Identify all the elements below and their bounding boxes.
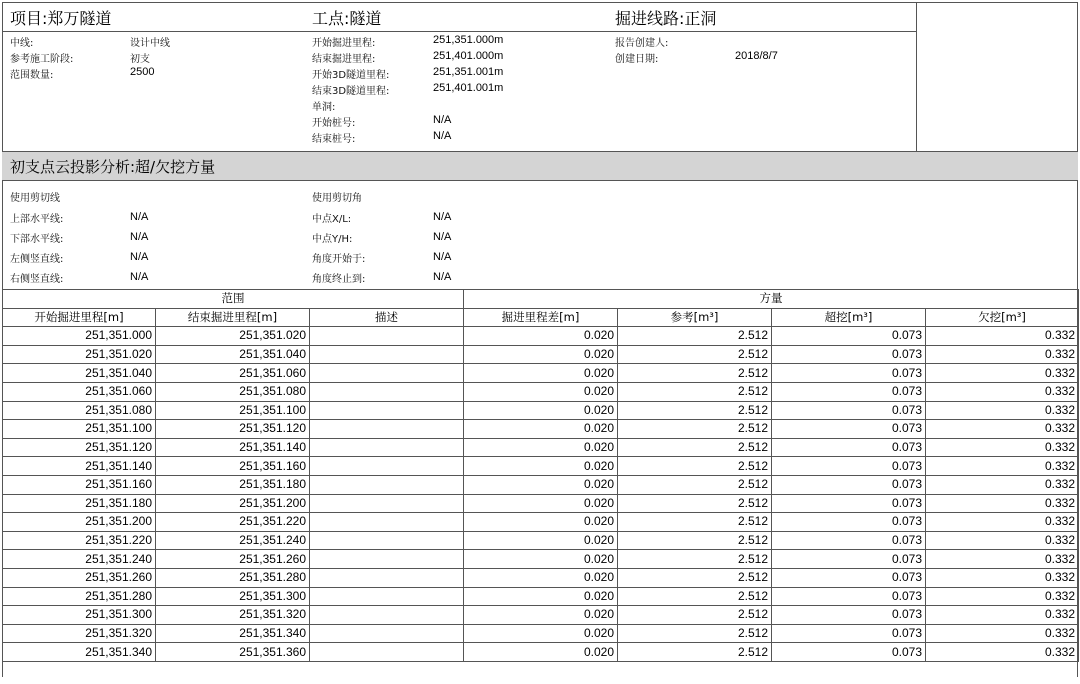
table-cell: 0.020 <box>464 494 618 513</box>
table-cell: 0.020 <box>464 531 618 550</box>
table-cell <box>310 550 464 569</box>
clip-lines-value: N/A <box>130 271 149 283</box>
table-cell: 2.512 <box>618 420 772 439</box>
info_left-value: 2500 <box>130 66 155 78</box>
column-header: 欠挖[m³] <box>926 308 1079 327</box>
table-cell <box>310 420 464 439</box>
table-cell: 0.020 <box>464 587 618 606</box>
volume-table <box>2 289 1079 662</box>
table-cell <box>310 475 464 494</box>
info_mid-value: 251,351.000m <box>433 34 504 46</box>
clip-lines-label: 上部水平线: <box>10 214 64 225</box>
table-cell: 0.073 <box>772 438 926 457</box>
table-cell: 2.512 <box>618 382 772 401</box>
table-row <box>3 438 1079 457</box>
table-cell: 251,351.160 <box>156 457 310 476</box>
table-cell: 251,351.320 <box>3 624 156 643</box>
table-row <box>3 587 1079 606</box>
info_right-label: 报告创建人: <box>615 38 669 49</box>
table-cell <box>310 513 464 532</box>
table-cell: 0.073 <box>772 364 926 383</box>
info_mid-value: N/A <box>433 114 452 126</box>
table-group-header-row <box>3 290 1079 309</box>
table-cell: 251,351.240 <box>156 531 310 550</box>
table-cell: 251,351.340 <box>3 643 156 662</box>
table-cell: 0.073 <box>772 606 926 625</box>
table-cell: 0.073 <box>772 327 926 346</box>
table-cell: 2.512 <box>618 550 772 569</box>
table-cell: 2.512 <box>618 606 772 625</box>
table-cell: 2.512 <box>618 345 772 364</box>
table-cell <box>310 401 464 420</box>
table-cell: 251,351.020 <box>3 345 156 364</box>
table-cell: 0.332 <box>926 550 1079 569</box>
table-cell: 2.512 <box>618 457 772 476</box>
table-cell: 0.073 <box>772 494 926 513</box>
route-title: 掘进线路:正洞 <box>615 9 717 28</box>
table-cell: 0.020 <box>464 643 618 662</box>
table-cell <box>310 382 464 401</box>
table-cell: 0.073 <box>772 401 926 420</box>
table-column-header-row <box>3 308 1079 327</box>
table-cell: 251,351.280 <box>156 568 310 587</box>
table-cell: 0.073 <box>772 382 926 401</box>
info_mid-value: 251,401.000m <box>433 50 504 62</box>
clip-lines-heading: 使用剪切线 <box>10 193 60 204</box>
table-cell <box>310 494 464 513</box>
table-cell: 2.512 <box>618 568 772 587</box>
table-cell: 0.332 <box>926 494 1079 513</box>
table-cell: 251,351.360 <box>156 643 310 662</box>
table-cell: 2.512 <box>618 475 772 494</box>
table-cell: 0.073 <box>772 457 926 476</box>
table-row <box>3 531 1079 550</box>
header-title-underline <box>2 31 916 32</box>
table-cell: 251,351.180 <box>3 494 156 513</box>
clip-angles-value: N/A <box>433 231 452 243</box>
table-row <box>3 420 1079 439</box>
info_left-value: 设计中线 <box>130 38 170 49</box>
table-cell: 0.020 <box>464 624 618 643</box>
group-volume-header: 方量 <box>464 290 1079 309</box>
table-cell: 0.332 <box>926 606 1079 625</box>
table-cell: 251,351.260 <box>3 568 156 587</box>
table-cell <box>310 345 464 364</box>
group-range-header: 范围 <box>3 290 464 309</box>
table-cell: 251,351.120 <box>156 420 310 439</box>
clip-lines-value: N/A <box>130 251 149 263</box>
table-cell: 0.020 <box>464 420 618 439</box>
section-title: 初支点云投影分析:超/欠挖方量 <box>10 158 216 176</box>
table-cell: 251,351.060 <box>156 364 310 383</box>
clip-angles-value: N/A <box>433 211 452 223</box>
table-cell: 0.020 <box>464 345 618 364</box>
table-cell: 251,351.280 <box>3 587 156 606</box>
table-cell: 251,351.240 <box>3 550 156 569</box>
table-row <box>3 606 1079 625</box>
table-cell: 0.332 <box>926 438 1079 457</box>
table-cell: 0.073 <box>772 345 926 364</box>
table-row <box>3 345 1079 364</box>
table-cell: 251,351.060 <box>3 382 156 401</box>
info_mid-label: 开始桩号: <box>312 118 356 129</box>
table-row <box>3 643 1079 662</box>
table-cell: 0.073 <box>772 513 926 532</box>
table-cell <box>310 457 464 476</box>
table-cell: 251,351.000 <box>3 327 156 346</box>
table-row <box>3 475 1079 494</box>
table-cell <box>310 587 464 606</box>
table-cell: 251,351.260 <box>156 550 310 569</box>
info_left-label: 中线: <box>10 38 34 49</box>
info_left-label: 参考施工阶段: <box>10 54 74 65</box>
table-cell: 0.332 <box>926 624 1079 643</box>
table-cell: 0.020 <box>464 568 618 587</box>
table-cell: 251,351.200 <box>3 513 156 532</box>
table-row <box>3 494 1079 513</box>
table-cell: 0.020 <box>464 401 618 420</box>
table-cell: 2.512 <box>618 513 772 532</box>
table-cell: 0.020 <box>464 364 618 383</box>
table-body <box>3 327 1079 662</box>
table-row <box>3 401 1079 420</box>
table-cell: 0.332 <box>926 531 1079 550</box>
table-cell: 0.332 <box>926 475 1079 494</box>
clip-lines-label: 右侧竖直线: <box>10 274 64 285</box>
clip-lines-label: 下部水平线: <box>10 234 64 245</box>
info_left-value: 初支 <box>130 54 150 65</box>
table-row <box>3 364 1079 383</box>
table-cell: 251,351.300 <box>156 587 310 606</box>
info_left-label: 范围数量: <box>10 70 54 81</box>
table-cell <box>310 624 464 643</box>
info_mid-label: 开始掘进里程: <box>312 38 376 49</box>
table-cell: 0.332 <box>926 513 1079 532</box>
table-cell: 2.512 <box>618 624 772 643</box>
table-row <box>3 513 1079 532</box>
table-cell: 251,351.320 <box>156 606 310 625</box>
table-cell <box>310 438 464 457</box>
table-cell: 251,351.180 <box>156 475 310 494</box>
table-cell: 251,351.020 <box>156 327 310 346</box>
table-row <box>3 457 1079 476</box>
table-cell: 251,351.080 <box>156 382 310 401</box>
column-header: 参考[m³] <box>618 308 772 327</box>
table-cell: 0.332 <box>926 382 1079 401</box>
table-cell: 251,351.340 <box>156 624 310 643</box>
table-cell: 2.512 <box>618 643 772 662</box>
info_mid-label: 单洞: <box>312 102 336 113</box>
clip-angles-label: 角度终止到: <box>312 274 366 285</box>
table-cell: 251,351.140 <box>156 438 310 457</box>
table-cell: 0.020 <box>464 382 618 401</box>
table-cell: 0.020 <box>464 438 618 457</box>
table-row <box>3 327 1079 346</box>
table-cell <box>310 364 464 383</box>
table-cell: 0.332 <box>926 364 1079 383</box>
table-cell: 2.512 <box>618 401 772 420</box>
table-row <box>3 624 1079 643</box>
project-title: 项目:郑万隧道 <box>10 9 112 28</box>
info_mid-value: 251,351.001m <box>433 66 504 78</box>
table-cell: 251,351.200 <box>156 494 310 513</box>
table-cell: 0.332 <box>926 345 1079 364</box>
table-cell <box>310 531 464 550</box>
table-cell: 0.073 <box>772 624 926 643</box>
table-cell: 0.332 <box>926 457 1079 476</box>
column-header: 开始掘进里程[m] <box>3 308 156 327</box>
table-cell <box>310 643 464 662</box>
table-cell: 251,351.140 <box>3 457 156 476</box>
table-cell: 0.332 <box>926 643 1079 662</box>
table-cell: 251,351.220 <box>3 531 156 550</box>
table-cell: 2.512 <box>618 364 772 383</box>
table-cell: 0.020 <box>464 513 618 532</box>
table-cell: 2.512 <box>618 438 772 457</box>
table-cell: 0.020 <box>464 550 618 569</box>
table-cell: 251,351.220 <box>156 513 310 532</box>
info_mid-label: 结束掘进里程: <box>312 54 376 65</box>
table-cell <box>310 327 464 346</box>
table-cell: 0.020 <box>464 475 618 494</box>
table-row <box>3 550 1079 569</box>
info_mid-label: 结束3D隧道里程: <box>312 86 390 97</box>
column-header: 描述 <box>310 308 464 327</box>
table-cell: 0.332 <box>926 401 1079 420</box>
table-cell: 0.073 <box>772 550 926 569</box>
column-header: 掘进里程差[m] <box>464 308 618 327</box>
table-cell: 251,351.040 <box>3 364 156 383</box>
info_right-label: 创建日期: <box>615 54 659 65</box>
table-cell <box>310 606 464 625</box>
table-cell: 0.332 <box>926 327 1079 346</box>
table-cell: 0.020 <box>464 327 618 346</box>
table-cell: 0.020 <box>464 606 618 625</box>
header-right-divider <box>916 2 917 151</box>
table-cell: 2.512 <box>618 327 772 346</box>
clip-angles-heading: 使用剪切角 <box>312 193 362 204</box>
table-cell: 0.020 <box>464 457 618 476</box>
table-cell: 0.073 <box>772 420 926 439</box>
info_mid-label: 结束桩号: <box>312 134 356 145</box>
clip-lines-value: N/A <box>130 211 149 223</box>
clip-angles-label: 角度开始于: <box>312 254 366 265</box>
table-row <box>3 568 1079 587</box>
table-cell: 0.332 <box>926 568 1079 587</box>
clip-lines-value: N/A <box>130 231 149 243</box>
table-cell: 2.512 <box>618 494 772 513</box>
clip-lines-label: 左侧竖直线: <box>10 254 64 265</box>
clip-angles-label: 中点Y/H: <box>312 234 353 245</box>
info_mid-label: 开始3D隧道里程: <box>312 70 390 81</box>
worksite-title: 工点:隧道 <box>312 9 382 28</box>
table-cell: 251,351.160 <box>3 475 156 494</box>
table-cell: 0.073 <box>772 587 926 606</box>
table-cell: 2.512 <box>618 587 772 606</box>
table-cell: 251,351.100 <box>3 420 156 439</box>
table-cell: 251,351.040 <box>156 345 310 364</box>
table-cell: 251,351.080 <box>3 401 156 420</box>
info_mid-value: 251,401.001m <box>433 82 504 94</box>
clip-angles-value: N/A <box>433 251 452 263</box>
info_mid-value: N/A <box>433 130 452 142</box>
table-cell: 0.073 <box>772 568 926 587</box>
table-cell: 2.512 <box>618 531 772 550</box>
table-cell: 0.332 <box>926 420 1079 439</box>
column-header: 结束掘进里程[m] <box>156 308 310 327</box>
table-row <box>3 382 1079 401</box>
column-header: 超挖[m³] <box>772 308 926 327</box>
table-cell: 0.073 <box>772 643 926 662</box>
table-cell: 251,351.300 <box>3 606 156 625</box>
table-cell <box>310 568 464 587</box>
clip-angles-value: N/A <box>433 271 452 283</box>
table-cell: 0.073 <box>772 531 926 550</box>
clip-angles-label: 中点X/L: <box>312 214 352 225</box>
info_right-value: 2018/8/7 <box>735 50 778 62</box>
table-cell: 0.332 <box>926 587 1079 606</box>
table-cell: 251,351.120 <box>3 438 156 457</box>
table-cell: 0.073 <box>772 475 926 494</box>
table-cell: 251,351.100 <box>156 401 310 420</box>
